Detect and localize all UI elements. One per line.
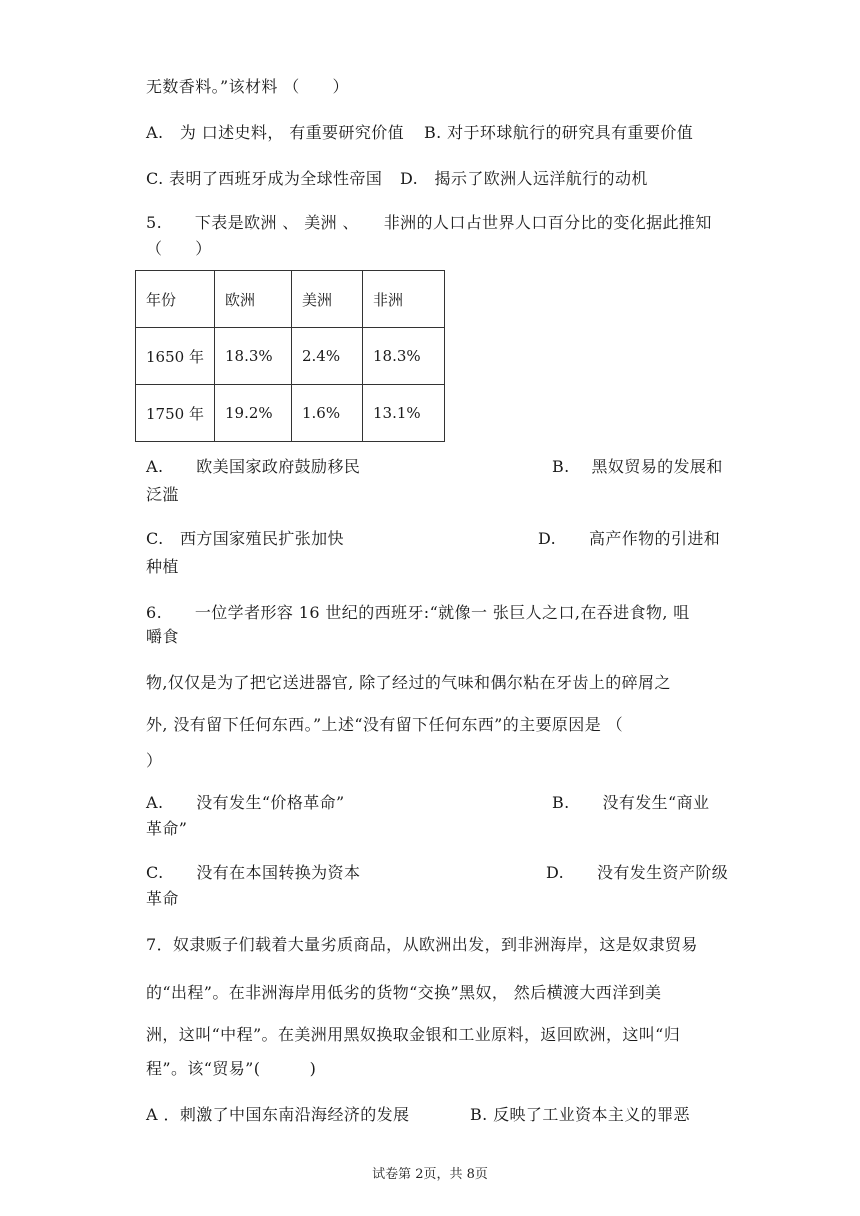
table-header-cell: 美洲 <box>292 271 363 328</box>
table-cell: 2.4% <box>292 328 363 385</box>
table-cell: 1.6% <box>292 385 363 442</box>
table-cell: 13.1% <box>363 385 445 442</box>
q7-option-b: B. 反映了工业资本主义的罪恶 <box>470 1105 690 1124</box>
table-cell: 1750 年 <box>136 385 215 442</box>
q5-stem: 5. 下表是欧洲 、 美洲 、 非洲的人口占世界人口百分比的变化据此推知 <box>146 213 712 232</box>
q5-paren: （ ） <box>146 239 212 258</box>
table-cell: 19.2% <box>215 385 292 442</box>
page-footer: 试卷第 2页，共 8页 <box>372 1167 488 1182</box>
q6-option-d: D. 没有发生资产阶级 <box>546 863 729 882</box>
q6-option-c: C. 没有在本国转换为资本 <box>146 863 361 882</box>
table-cell: 18.3% <box>215 328 292 385</box>
q4-option-d: D. 揭示了欧洲人远洋航行的动机 <box>400 169 648 188</box>
population-table <box>135 270 445 442</box>
q5-option-b-cont: 泛滥 <box>146 485 179 504</box>
q7-line-4: 程”。该“贸易”( ) <box>146 1059 317 1078</box>
table-header-cell: 年份 <box>136 271 215 328</box>
q6-line-1: 6. 一位学者形容 16 世纪的西班牙:“就像一 张巨人之口,在吞进食物, 咀 <box>146 603 690 622</box>
q4-stem-end: 无数香料。”该材料 （ ） <box>146 77 349 96</box>
q6-line-5: ） <box>146 751 163 770</box>
q6-option-b-cont: 革命” <box>146 819 188 838</box>
q6-line-2: 嚼食 <box>146 627 179 646</box>
q6-option-a: A. 没有发生“价格革命” <box>146 793 345 812</box>
q7-line-3: 洲，这叫“中程”。在美洲用黑奴换取金银和工业原料，返回欧洲，这叫“归 <box>146 1025 681 1044</box>
q6-line-4: 外, 没有留下任何东西。”上述“没有留下任何东西”的主要原因是 （ <box>146 715 623 734</box>
q4-option-b: B. 对于环球航行的研究具有重要价值 <box>424 123 694 142</box>
q6-option-b: B. 没有发生“商业 <box>552 793 710 812</box>
q7-option-a: A ．刺激了中国东南沿海经济的发展 <box>146 1105 410 1124</box>
q5-option-c: C. 西方国家殖民扩张加快 <box>146 529 344 548</box>
table-row <box>136 385 445 442</box>
q7-line-1: 7．奴隶贩子们载着大量劣质商品，从欧洲出发，到非洲海岸，这是奴隶贸易 <box>146 935 698 954</box>
table-header-row <box>136 271 445 328</box>
table-cell: 1650 年 <box>136 328 215 385</box>
q5-option-a: A. 欧美国家政府鼓励移民 <box>146 457 361 476</box>
q5-option-b: B. 黑奴贸易的发展和 <box>552 457 723 476</box>
q6-line-3: 物,仅仅是为了把它送进器官, 除了经过的气味和偶尔粘在牙齿上的碎屑之 <box>146 673 671 692</box>
table-header-cell: 非洲 <box>363 271 445 328</box>
table-header-cell: 欧洲 <box>215 271 292 328</box>
q5-option-d: D. 高产作物的引进和 <box>538 529 721 548</box>
table-row <box>136 328 445 385</box>
q5-option-d-cont: 种植 <box>146 557 179 576</box>
table-cell: 18.3% <box>363 328 445 385</box>
q4-option-c: C. 表明了西班牙成为全球性帝国 <box>146 169 383 188</box>
q6-option-d-cont: 革命 <box>146 889 179 908</box>
q4-option-a: A. 为 口述史料， 有重要研究价值 <box>146 123 405 142</box>
q7-line-2: 的“出程”。在非洲海岸用低劣的货物“交换”黑奴， 然后横渡大西洋到美 <box>146 983 662 1002</box>
